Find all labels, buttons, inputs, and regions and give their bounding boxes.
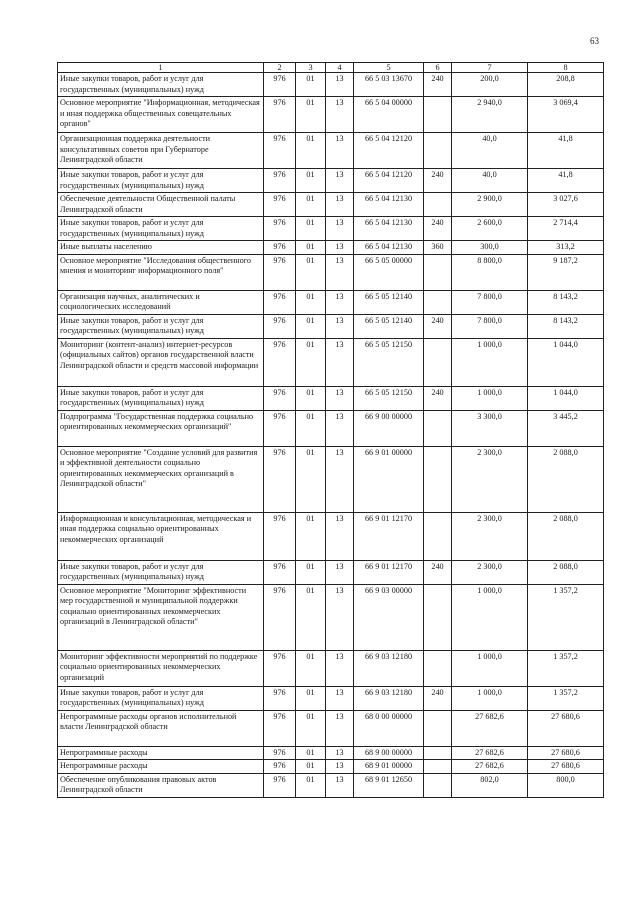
row-name-cell: Подпрограмма "Государственная поддержка социально ориентированных некоммерческих организаций" [58, 410, 264, 446]
row-name-cell: Иные закупки товаров, работ и услуг для государственных (муниципальных) нужд [58, 386, 264, 410]
row-target-cell: 66 5 05 12150 [354, 338, 424, 386]
row-name-cell: Основное мероприятие "Информационная, методическая и иная поддержка общественных совещательных органов" [58, 97, 264, 133]
row-target-cell: 68 0 00 00000 [354, 710, 424, 746]
row-subsection-cell: 13 [326, 338, 354, 386]
row-code-cell: 976 [264, 133, 296, 169]
row-target-cell: 66 5 04 12130 [354, 193, 424, 217]
row-target-cell: 66 5 04 12120 [354, 133, 424, 169]
row-value-cell: 1 000,0 [452, 584, 528, 650]
row-target-cell: 66 5 05 12140 [354, 314, 424, 338]
row-type-cell: 240 [424, 217, 452, 241]
row-name-cell: Иные выплаты населению [58, 241, 264, 255]
header-cell: 5 [354, 63, 424, 73]
row-value-cell: 1 357,2 [528, 584, 604, 650]
table-row [58, 584, 604, 650]
row-code-cell: 976 [264, 650, 296, 686]
row-code-cell: 976 [264, 241, 296, 255]
row-value-cell: 3 445,2 [528, 410, 604, 446]
row-target-cell: 66 9 03 00000 [354, 584, 424, 650]
row-section-cell: 01 [296, 217, 326, 241]
row-subsection-cell: 13 [326, 290, 354, 314]
row-type-cell: 240 [424, 73, 452, 97]
budget-table [57, 62, 604, 798]
row-name-cell: Иные закупки товаров, работ и услуг для государственных (муниципальных) нужд [58, 686, 264, 710]
table-row [58, 133, 604, 169]
table-row [58, 290, 604, 314]
row-section-cell: 01 [296, 338, 326, 386]
row-section-cell: 01 [296, 410, 326, 446]
row-subsection-cell: 13 [326, 512, 354, 560]
row-name-cell: Иные закупки товаров, работ и услуг для государственных (муниципальных) нужд [58, 73, 264, 97]
row-value-cell: 41,8 [528, 169, 604, 193]
row-section-cell: 01 [296, 512, 326, 560]
row-value-cell: 27 680,6 [528, 710, 604, 746]
row-value-cell: 802,0 [452, 773, 528, 797]
row-value-cell: 800,0 [528, 773, 604, 797]
row-value-cell: 8 800,0 [452, 254, 528, 290]
row-subsection-cell: 13 [326, 746, 354, 760]
row-name-cell: Иные закупки товаров, работ и услуг для государственных (муниципальных) нужд [58, 217, 264, 241]
row-code-cell: 976 [264, 746, 296, 760]
row-target-cell: 66 5 05 12140 [354, 290, 424, 314]
row-section-cell: 01 [296, 650, 326, 686]
row-subsection-cell: 13 [326, 193, 354, 217]
row-name-cell: Иные закупки товаров, работ и услуг для государственных (муниципальных) нужд [58, 314, 264, 338]
row-section-cell: 01 [296, 386, 326, 410]
row-type-cell: 240 [424, 560, 452, 584]
row-value-cell: 1 000,0 [452, 338, 528, 386]
row-type-cell [424, 97, 452, 133]
row-target-cell: 66 9 00 00000 [354, 410, 424, 446]
row-value-cell: 40,0 [452, 133, 528, 169]
table-row [58, 773, 604, 797]
row-section-cell: 01 [296, 169, 326, 193]
row-value-cell: 2 714,4 [528, 217, 604, 241]
row-type-cell [424, 290, 452, 314]
row-type-cell [424, 760, 452, 774]
table-row [58, 241, 604, 255]
row-target-cell: 66 9 01 12170 [354, 512, 424, 560]
table-row [58, 386, 604, 410]
row-section-cell: 01 [296, 254, 326, 290]
row-target-cell: 66 5 05 12150 [354, 386, 424, 410]
row-value-cell: 2 940,0 [452, 97, 528, 133]
row-name-cell: Непрограммные расходы [58, 760, 264, 774]
row-value-cell: 3 027,6 [528, 193, 604, 217]
table-row [58, 560, 604, 584]
row-target-cell: 66 5 04 12130 [354, 241, 424, 255]
row-name-cell: Информационная и консультационная, методическая и иная поддержка социально ориентированных некоммерческих организаций [58, 512, 264, 560]
row-code-cell: 976 [264, 290, 296, 314]
row-code-cell: 976 [264, 686, 296, 710]
row-section-cell: 01 [296, 133, 326, 169]
row-target-cell: 66 5 03 13670 [354, 73, 424, 97]
row-value-cell: 208,8 [528, 73, 604, 97]
row-subsection-cell: 13 [326, 410, 354, 446]
row-type-cell [424, 410, 452, 446]
row-subsection-cell: 13 [326, 97, 354, 133]
row-subsection-cell: 13 [326, 241, 354, 255]
row-subsection-cell: 13 [326, 710, 354, 746]
row-type-cell: 240 [424, 386, 452, 410]
row-section-cell: 01 [296, 193, 326, 217]
row-value-cell: 2 088,0 [528, 512, 604, 560]
row-code-cell: 976 [264, 217, 296, 241]
row-code-cell: 976 [264, 193, 296, 217]
row-target-cell: 66 9 03 12180 [354, 686, 424, 710]
row-subsection-cell: 13 [326, 133, 354, 169]
row-value-cell: 2 088,0 [528, 446, 604, 512]
table-row [58, 193, 604, 217]
row-name-cell: Мониторинг эффективности мероприятий по поддержке социально ориентированных некоммерческих организаций [58, 650, 264, 686]
row-section-cell: 01 [296, 446, 326, 512]
row-code-cell: 976 [264, 560, 296, 584]
row-code-cell: 976 [264, 512, 296, 560]
row-code-cell: 976 [264, 169, 296, 193]
header-cell: 4 [326, 63, 354, 73]
table-row [58, 512, 604, 560]
row-type-cell: 240 [424, 314, 452, 338]
row-value-cell: 2 300,0 [452, 446, 528, 512]
row-value-cell: 7 800,0 [452, 290, 528, 314]
row-value-cell: 1 357,2 [528, 650, 604, 686]
row-value-cell: 313,2 [528, 241, 604, 255]
row-value-cell: 27 682,6 [452, 760, 528, 774]
row-value-cell: 2 088,0 [528, 560, 604, 584]
table-row [58, 760, 604, 774]
row-code-cell: 976 [264, 338, 296, 386]
row-section-cell: 01 [296, 560, 326, 584]
row-type-cell [424, 710, 452, 746]
row-subsection-cell: 13 [326, 446, 354, 512]
row-name-cell: Обеспечение деятельности Общественной палаты Ленинградской области [58, 193, 264, 217]
header-cell: 1 [58, 63, 264, 73]
row-subsection-cell: 13 [326, 686, 354, 710]
header-cell: 3 [296, 63, 326, 73]
row-subsection-cell: 13 [326, 773, 354, 797]
row-code-cell: 976 [264, 410, 296, 446]
row-section-cell: 01 [296, 97, 326, 133]
row-code-cell: 976 [264, 73, 296, 97]
row-value-cell: 27 682,6 [452, 746, 528, 760]
row-code-cell: 976 [264, 97, 296, 133]
row-target-cell: 68 9 01 00000 [354, 760, 424, 774]
row-value-cell: 40,0 [452, 169, 528, 193]
row-name-cell: Основное мероприятие "Мониторинг эффективности мер государственной и муниципальной поддержки социально ориентированных некоммерческих организаций в Ленинградской области" [58, 584, 264, 650]
row-value-cell: 7 800,0 [452, 314, 528, 338]
row-type-cell [424, 254, 452, 290]
row-name-cell: Основное мероприятие "Исследования общественного мнения и мониторинг информационного поля" [58, 254, 264, 290]
row-target-cell: 66 5 04 12130 [354, 217, 424, 241]
row-subsection-cell: 13 [326, 760, 354, 774]
row-target-cell: 66 5 04 00000 [354, 97, 424, 133]
row-value-cell: 300,0 [452, 241, 528, 255]
header-cell: 8 [528, 63, 604, 73]
row-target-cell: 66 9 01 00000 [354, 446, 424, 512]
row-target-cell: 66 9 03 12180 [354, 650, 424, 686]
row-type-cell [424, 133, 452, 169]
row-type-cell: 240 [424, 169, 452, 193]
row-value-cell: 2 300,0 [452, 560, 528, 584]
row-value-cell: 1 000,0 [452, 386, 528, 410]
row-section-cell: 01 [296, 584, 326, 650]
table-body [58, 63, 604, 798]
row-type-cell [424, 746, 452, 760]
row-type-cell [424, 512, 452, 560]
row-value-cell: 27 680,6 [528, 760, 604, 774]
row-subsection-cell: 13 [326, 254, 354, 290]
row-value-cell: 1 000,0 [452, 650, 528, 686]
row-section-cell: 01 [296, 290, 326, 314]
row-target-cell: 68 9 00 00000 [354, 746, 424, 760]
table-header-row [58, 63, 604, 73]
row-code-cell: 976 [264, 773, 296, 797]
row-value-cell: 8 143,2 [528, 314, 604, 338]
row-name-cell: Организация научных, аналитических и социологических исследований [58, 290, 264, 314]
row-subsection-cell: 13 [326, 217, 354, 241]
table-row [58, 254, 604, 290]
row-section-cell: 01 [296, 686, 326, 710]
row-target-cell: 66 5 04 12120 [354, 169, 424, 193]
row-value-cell: 3 300,0 [452, 410, 528, 446]
row-value-cell: 41,8 [528, 133, 604, 169]
row-value-cell: 9 187,2 [528, 254, 604, 290]
table-row [58, 686, 604, 710]
table-row [58, 97, 604, 133]
row-value-cell: 27 680,6 [528, 746, 604, 760]
table-row [58, 314, 604, 338]
row-subsection-cell: 13 [326, 584, 354, 650]
table-row [58, 410, 604, 446]
header-cell: 2 [264, 63, 296, 73]
row-value-cell: 3 069,4 [528, 97, 604, 133]
row-type-cell: 240 [424, 686, 452, 710]
row-name-cell: Организационная поддержка деятельности консультативных советов при Губернаторе Ленинградской области [58, 133, 264, 169]
row-type-cell [424, 446, 452, 512]
row-value-cell: 1 044,0 [528, 338, 604, 386]
row-code-cell: 976 [264, 584, 296, 650]
page-number: 63 [590, 36, 599, 46]
table-row [58, 650, 604, 686]
row-section-cell: 01 [296, 314, 326, 338]
row-value-cell: 1 044,0 [528, 386, 604, 410]
row-target-cell: 66 9 01 12170 [354, 560, 424, 584]
row-section-cell: 01 [296, 710, 326, 746]
row-type-cell [424, 650, 452, 686]
row-value-cell: 1 357,2 [528, 686, 604, 710]
table-row [58, 746, 604, 760]
row-type-cell [424, 584, 452, 650]
row-code-cell: 976 [264, 386, 296, 410]
row-subsection-cell: 13 [326, 386, 354, 410]
row-section-cell: 01 [296, 241, 326, 255]
row-name-cell: Непрограммные расходы органов исполнительной власти Ленинградской области [58, 710, 264, 746]
row-type-cell [424, 193, 452, 217]
row-code-cell: 976 [264, 760, 296, 774]
row-type-cell [424, 338, 452, 386]
row-target-cell: 66 5 05 00000 [354, 254, 424, 290]
row-code-cell: 976 [264, 710, 296, 746]
row-type-cell [424, 773, 452, 797]
row-section-cell: 01 [296, 746, 326, 760]
row-target-cell: 68 9 01 12650 [354, 773, 424, 797]
table-row [58, 338, 604, 386]
row-subsection-cell: 13 [326, 314, 354, 338]
row-code-cell: 976 [264, 254, 296, 290]
row-section-cell: 01 [296, 773, 326, 797]
row-name-cell: Обеспечение опубликования правовых актов Ленинградской области [58, 773, 264, 797]
table-row [58, 73, 604, 97]
row-value-cell: 8 143,2 [528, 290, 604, 314]
row-type-cell: 360 [424, 241, 452, 255]
row-value-cell: 1 000,0 [452, 686, 528, 710]
row-value-cell: 2 900,0 [452, 193, 528, 217]
row-subsection-cell: 13 [326, 169, 354, 193]
table-row [58, 710, 604, 746]
row-section-cell: 01 [296, 760, 326, 774]
row-value-cell: 2 600,0 [452, 217, 528, 241]
row-name-cell: Основное мероприятие "Создание условий для развития и эффективной деятельности социально ориентированных некоммерческих организаций в Ленинградской области" [58, 446, 264, 512]
table-row [58, 446, 604, 512]
row-name-cell: Мониторинг (контент-анализ) интернет-ресурсов (официальных сайтов) органов государственной власти Ленинградской области и средств массовой информации [58, 338, 264, 386]
row-value-cell: 27 682,6 [452, 710, 528, 746]
row-value-cell: 200,0 [452, 73, 528, 97]
row-section-cell: 01 [296, 73, 326, 97]
row-name-cell: Иные закупки товаров, работ и услуг для государственных (муниципальных) нужд [58, 169, 264, 193]
row-subsection-cell: 13 [326, 650, 354, 686]
row-subsection-cell: 13 [326, 73, 354, 97]
header-cell: 7 [452, 63, 528, 73]
header-cell: 6 [424, 63, 452, 73]
row-code-cell: 976 [264, 446, 296, 512]
table-row [58, 169, 604, 193]
row-code-cell: 976 [264, 314, 296, 338]
row-name-cell: Иные закупки товаров, работ и услуг для государственных (муниципальных) нужд [58, 560, 264, 584]
row-name-cell: Непрограммные расходы [58, 746, 264, 760]
row-value-cell: 2 300,0 [452, 512, 528, 560]
row-subsection-cell: 13 [326, 560, 354, 584]
table-row [58, 217, 604, 241]
